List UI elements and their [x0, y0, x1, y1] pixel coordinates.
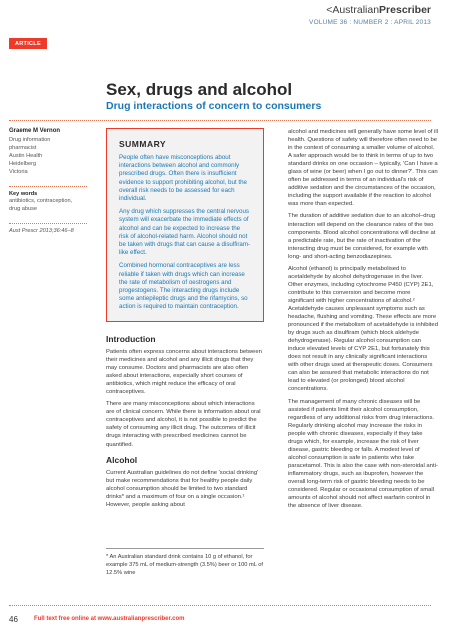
- summary-paragraph: Combined hormonal contraceptives are less reliable if taken with drugs which can increase the rate of metabolism of oestrogens and progestogens. The interacting drugs include some antiepileptic drugs and the rifamycins, so action is required to maintain contraception.: [119, 262, 248, 311]
- body-paragraph: The management of many chronic diseases will be assisted if patients limit their alcohol consumption, regardless of any additional risks from drug interactions. Regularly drinking alcohol may increase the risks in people with chronic diseases, especially if they take drugs which, for example, increase the risk of liver disease, gastric bleeding or falls. A modest level of alcohol consumption is safe in patients who take paracetamol. This is also the case with non-steroidal anti-inflammatory drugs, such as ibuprofen, however the overall long-term risk of gastric bleeding needs to be considered. Regular or occasional consumption of small amounts of alcohol should not affect warfarin control in the absence of liver disease.: [288, 398, 438, 510]
- body-column-middle: [106, 334, 264, 513]
- body-paragraph: Patients often express concerns about interactions between their medicines and alcohol and any illicit drugs that they may consume. Doctors and pharmacists are also often asked about interactions, especially short courses of antibiotics, which might reduce the efficacy of oral contraceptives.: [106, 349, 262, 396]
- footer-website-link[interactable]: Full text free online at www.australianprescriber.com: [34, 616, 185, 622]
- article-title: Sex, drugs and alcohol: [106, 80, 293, 99]
- author-affiliation-line: Austin Health: [9, 153, 43, 159]
- article-subtitle: Drug interactions of concern to consumers: [106, 100, 322, 112]
- page-number: 46: [9, 615, 18, 624]
- header-divider: [9, 120, 431, 121]
- summary-paragraph: Any drug which suppresses the central nervous system will exacerbate the immediate effects of alcohol and can be expected to increase the risk of alcohol-related harm. Alcohol should not be taken with drugs that can cause a disulfiram-like effect.: [119, 208, 251, 257]
- keywords-heading: Key words: [9, 186, 87, 197]
- summary-heading: SUMMARY: [119, 139, 167, 149]
- author-name: Graeme M Vernon: [9, 128, 61, 134]
- body-paragraph: Alcohol (ethanol) is principally metabolised to acetaldehyde by alcohol dehydrogenase in the liver. Other enzymes, including cytochrome P450 (CYP) 2E1, contribute to this conversion and become more significant with higher concentrations of alcohol.² Acetaldehyde causes unpleasant symptoms such as headache, flushing and vomiting. These effects are more pronounced if the metabolism of acetaldehyde is inhibited by drugs such as disulfiram (which block aldehyde dehydrogenase). Regular alcohol consumption can induce elevated levels of CYP 2E1, but fortunately this does not result in any clinically significant interactions with other drugs used at therapeutic doses. Consumers can also be assured that metabolic interactions do not lead to elevated (or prolonged) blood alcohol concentrations.: [288, 265, 438, 393]
- section-heading-introduction: Introduction: [106, 334, 156, 344]
- keywords-line: drug abuse: [9, 206, 37, 212]
- section-heading-alcohol: Alcohol: [106, 454, 138, 465]
- body-paragraph: There are many misconceptions about which interactions are of clinical concern. While there is information about oral contraceptives and alcohol, it is not possible to predict the safety of consuming any illicit drug. The outcomes of illicit drugs interacting with prescribed medicines cannot be quantified.: [106, 401, 261, 448]
- body-paragraph: The duration of additive sedation due to an alcohol–drug interaction will depend on the clearance rates of the two components. Blood alcohol concentrations will decline at a predictable rate, but the rate of inactivation of the interacting drug must be considered, for example with long- and short-acting benzodiazepines.: [288, 213, 436, 260]
- issue-info: VOLUME 36 : NUMBER 2 : APRIL 2013: [309, 19, 431, 26]
- author-affiliation-line: Victoria: [9, 169, 28, 175]
- footer-divider: [9, 605, 431, 606]
- body-paragraph: Current Australian guidelines do not define 'social drinking' but make recommendations that for healthy people daily alcohol consumption should be limited to two standard drinks* and a maximum of four on a single occasion.¹ However, people asking about: [106, 469, 259, 508]
- masthead: [0, 0, 453, 50]
- body-paragraph: alcohol and medicines will generally have some level of ill health. Questions of safety will therefore often need to be in the context of consuming a smaller volume of alcohol. A safer approach would be to think in terms of up to two standard drinks on one occasion – typically, 'Can I have a glass of wine (or beer) when I go out to dinner?'. This can often be addressed in terms of an individual's risk of additive sedation and the circumstances of the occasion, including the support available if the reaction to alcohol was more than expected.: [288, 129, 438, 208]
- summary-paragraph: People often have misconceptions about interactions between alcohol and commonly prescribed drugs. Often there is insufficient evidence to support prohibiting alcohol, but the overall risk needs to be assessed for each individual.: [119, 154, 247, 203]
- citation: Aust Prescr 2013;36:46–8: [9, 223, 87, 234]
- author-sidebar: [9, 128, 87, 234]
- author-affiliation-line: Heidelberg: [9, 161, 37, 167]
- article-tag: ARTICLE: [9, 38, 47, 49]
- keywords-line: antibiotics, contraception,: [9, 198, 73, 204]
- journal-logo[interactable]: <AustralianPrescriber: [326, 4, 431, 16]
- summary-box: [106, 128, 264, 322]
- body-column-right: [288, 128, 438, 514]
- footnote: * An Australian standard drink contains 10 g of ethanol, for example 375 mL of medium-strength (3.5%) beer or 100 mL of 12.5% wine: [106, 548, 264, 577]
- author-affiliation-line: pharmacist: [9, 145, 37, 151]
- author-affiliation-line: Drug information: [9, 137, 51, 143]
